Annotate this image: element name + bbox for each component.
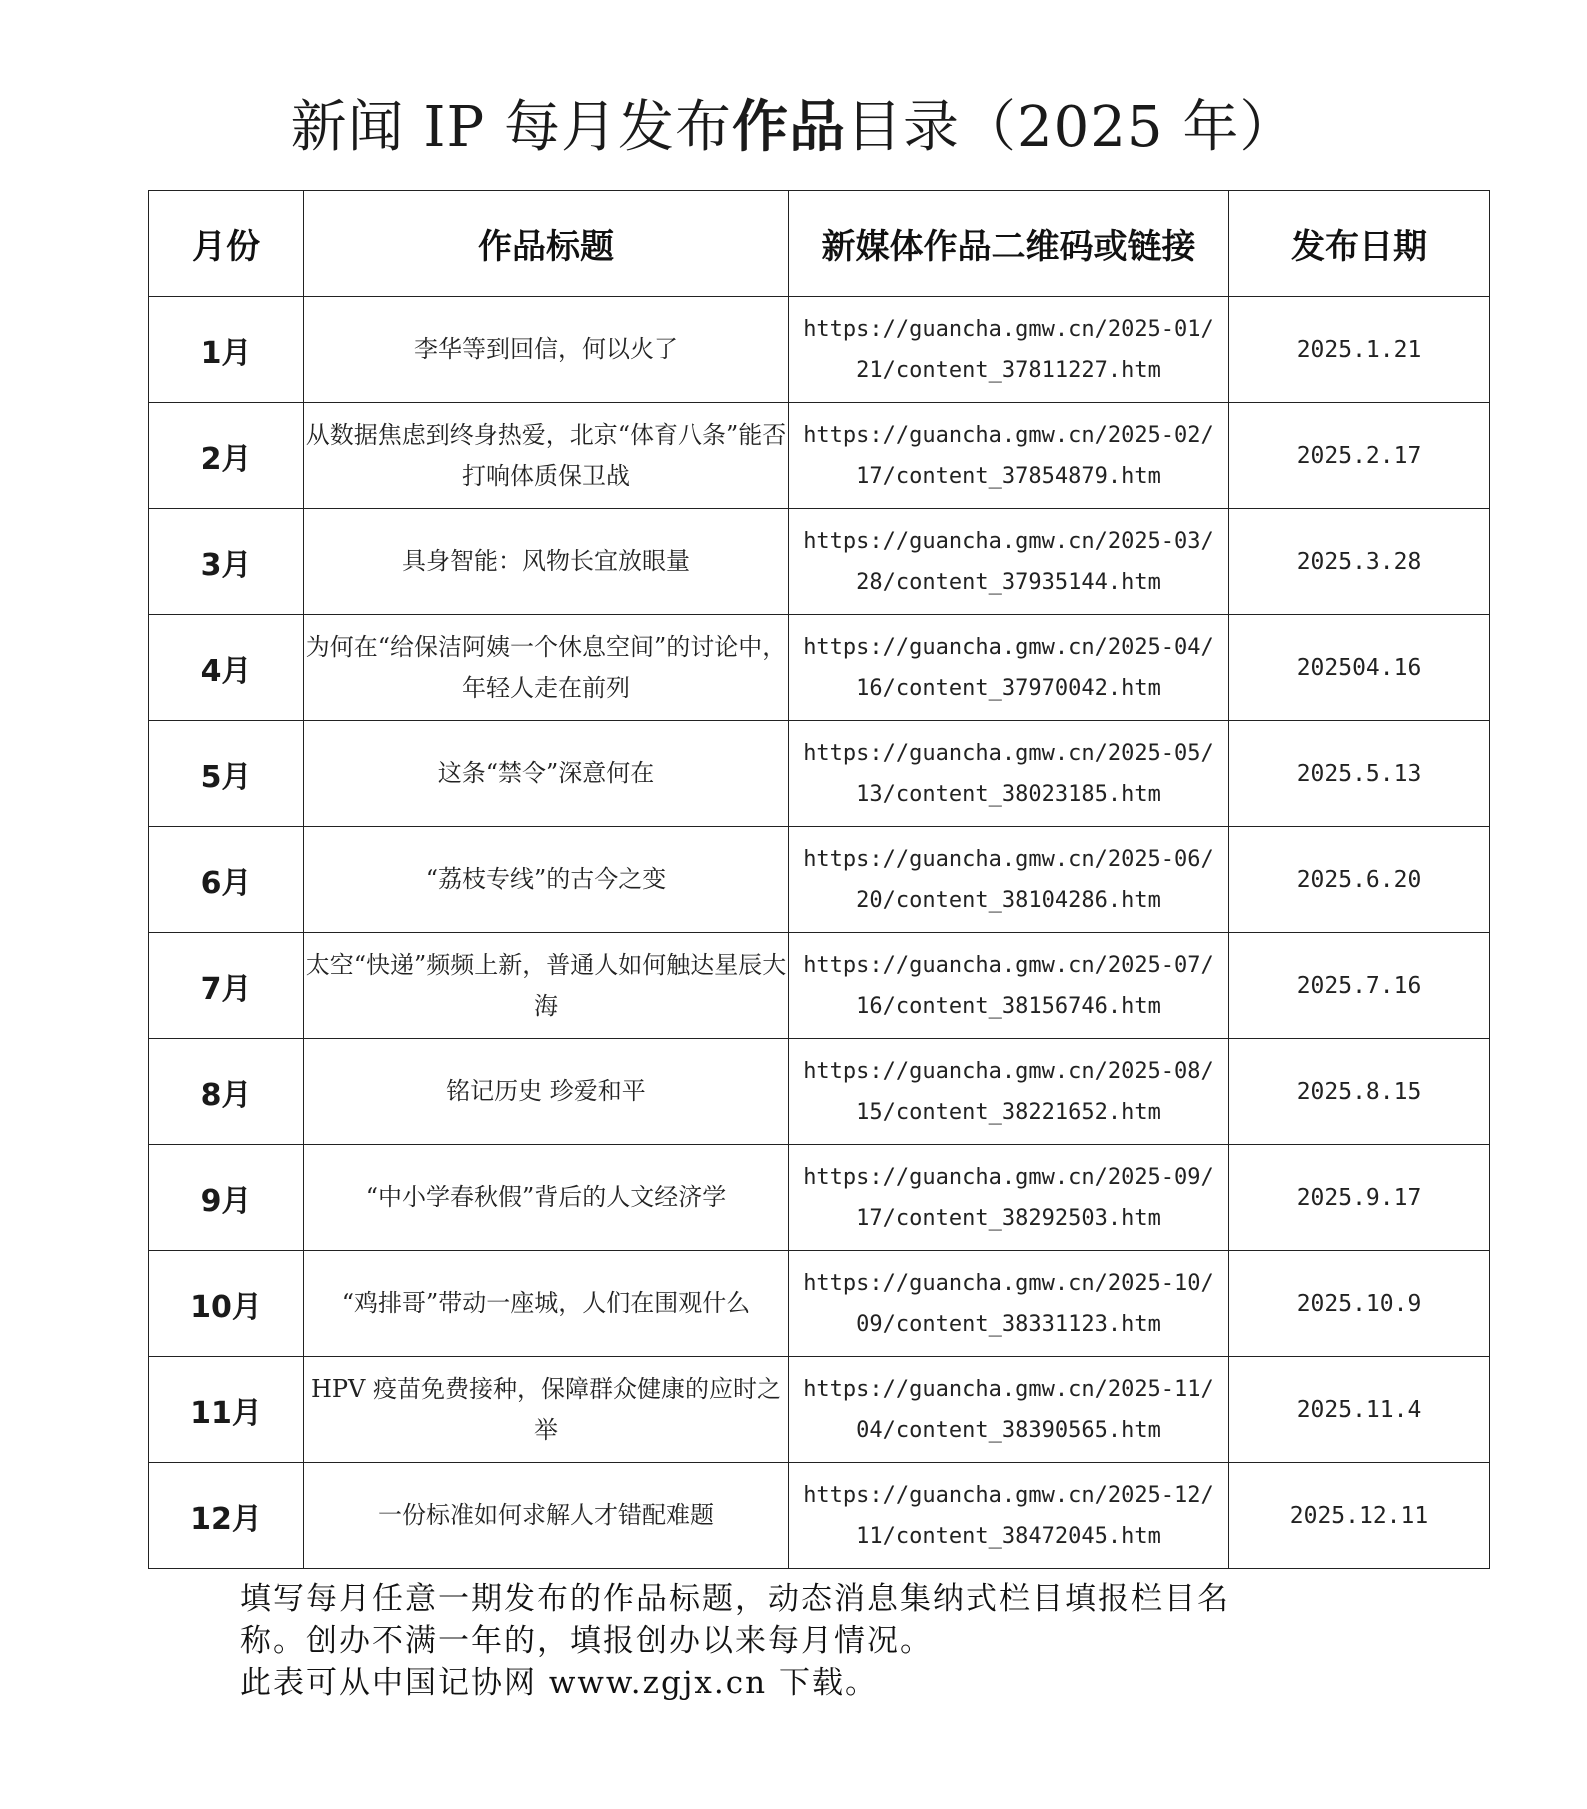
publish-date-cell: 2025.8.15 xyxy=(1229,1039,1490,1145)
header-title: 作品标题 xyxy=(304,191,789,297)
link-line-2[interactable]: 09/content_38331123.htm xyxy=(856,1311,1161,1337)
work-title-cell: 具身智能：风物长宜放眼量 xyxy=(304,509,789,615)
work-link-cell[interactable] xyxy=(789,1039,1229,1145)
footnotes xyxy=(240,1578,1390,1704)
month-cell: 5月 xyxy=(149,721,304,827)
publish-date-cell: 202504.16 xyxy=(1229,615,1490,721)
month-cell: 9月 xyxy=(149,1145,304,1251)
table-row xyxy=(149,403,1490,509)
link-line-2[interactable]: 20/content_38104286.htm xyxy=(856,887,1161,913)
note-line-2: 称。创办不满一年的，填报创办以来每月情况。 xyxy=(240,1623,933,1659)
link-line-2[interactable]: 16/content_37970042.htm xyxy=(856,675,1161,701)
works-catalog-table xyxy=(148,190,1490,1569)
link-line-2[interactable]: 04/content_38390565.htm xyxy=(856,1417,1161,1443)
month-cell: 7月 xyxy=(149,933,304,1039)
link-line-1[interactable]: https://guancha.gmw.cn/2025-09/ xyxy=(803,1164,1214,1190)
month-cell: 4月 xyxy=(149,615,304,721)
publish-date-cell: 2025.1.21 xyxy=(1229,297,1490,403)
title-bold-part: 作品 xyxy=(732,95,847,160)
table-row xyxy=(149,509,1490,615)
table-row xyxy=(149,1357,1490,1463)
month-cell: 10月 xyxy=(149,1251,304,1357)
work-title-cell: 一份标准如何求解人才错配难题 xyxy=(304,1463,789,1569)
note-line-1: 填写每月任意一期发布的作品标题，动态消息集纳式栏目填报栏目名 xyxy=(240,1581,1230,1617)
link-line-1[interactable]: https://guancha.gmw.cn/2025-08/ xyxy=(803,1058,1214,1084)
work-link-cell[interactable] xyxy=(789,509,1229,615)
work-link-cell[interactable] xyxy=(789,1357,1229,1463)
work-title-cell: 为何在“给保洁阿姨一个休息空间”的讨论中，年轻人走在前列 xyxy=(304,615,789,721)
link-line-1[interactable]: https://guancha.gmw.cn/2025-06/ xyxy=(803,846,1214,872)
work-title-cell: 李华等到回信，何以火了 xyxy=(304,297,789,403)
header-month: 月份 xyxy=(149,191,304,297)
note-line-3: 此表可从中国记协网 www.zgjx.cn 下载。 xyxy=(240,1665,878,1701)
link-line-2[interactable]: 28/content_37935144.htm xyxy=(856,569,1161,595)
link-line-2[interactable]: 17/content_38292503.htm xyxy=(856,1205,1161,1231)
work-link-cell[interactable] xyxy=(789,1463,1229,1569)
table-header-row xyxy=(149,191,1490,297)
link-line-1[interactable]: https://guancha.gmw.cn/2025-07/ xyxy=(803,952,1214,978)
link-line-1[interactable]: https://guancha.gmw.cn/2025-10/ xyxy=(803,1270,1214,1296)
link-line-1[interactable]: https://guancha.gmw.cn/2025-12/ xyxy=(803,1482,1214,1508)
month-cell: 6月 xyxy=(149,827,304,933)
table-row xyxy=(149,1145,1490,1251)
work-title-cell: “中小学春秋假”背后的人文经济学 xyxy=(304,1145,789,1251)
link-line-1[interactable]: https://guancha.gmw.cn/2025-03/ xyxy=(803,528,1214,554)
link-line-1[interactable]: https://guancha.gmw.cn/2025-04/ xyxy=(803,634,1214,660)
work-link-cell[interactable] xyxy=(789,615,1229,721)
publish-date-cell: 2025.12.11 xyxy=(1229,1463,1490,1569)
title-part-2: 目录（2025 年） xyxy=(846,95,1297,160)
link-line-1[interactable]: https://guancha.gmw.cn/2025-05/ xyxy=(803,740,1214,766)
month-cell: 1月 xyxy=(149,297,304,403)
work-title-cell: “荔枝专线”的古今之变 xyxy=(304,827,789,933)
link-line-1[interactable]: https://guancha.gmw.cn/2025-02/ xyxy=(803,422,1214,448)
publish-date-cell: 2025.9.17 xyxy=(1229,1145,1490,1251)
table-row xyxy=(149,1039,1490,1145)
publish-date-cell: 2025.5.13 xyxy=(1229,721,1490,827)
publish-date-cell: 2025.7.16 xyxy=(1229,933,1490,1039)
work-link-cell[interactable] xyxy=(789,933,1229,1039)
header-link: 新媒体作品二维码或链接 xyxy=(789,191,1229,297)
work-link-cell[interactable] xyxy=(789,1145,1229,1251)
table-row xyxy=(149,827,1490,933)
month-cell: 12月 xyxy=(149,1463,304,1569)
work-title-cell: 铭记历史 珍爱和平 xyxy=(304,1039,789,1145)
title-part-1: 新闻 IP 每月发布 xyxy=(290,95,733,160)
link-line-1[interactable]: https://guancha.gmw.cn/2025-01/ xyxy=(803,316,1214,342)
table-row xyxy=(149,615,1490,721)
link-line-2[interactable]: 15/content_38221652.htm xyxy=(856,1099,1161,1125)
work-link-cell[interactable] xyxy=(789,721,1229,827)
table-row xyxy=(149,1463,1490,1569)
work-title-cell: “鸡排哥”带动一座城，人们在围观什么 xyxy=(304,1251,789,1357)
work-link-cell[interactable] xyxy=(789,403,1229,509)
link-line-2[interactable]: 21/content_37811227.htm xyxy=(856,357,1161,383)
work-link-cell[interactable] xyxy=(789,827,1229,933)
table-row xyxy=(149,721,1490,827)
month-cell: 8月 xyxy=(149,1039,304,1145)
work-title-cell: HPV 疫苗免费接种，保障群众健康的应时之举 xyxy=(304,1357,789,1463)
publish-date-cell: 2025.3.28 xyxy=(1229,509,1490,615)
work-link-cell[interactable] xyxy=(789,1251,1229,1357)
work-title-cell: 这条“禁令”深意何在 xyxy=(304,721,789,827)
table-row xyxy=(149,933,1490,1039)
work-title-cell: 从数据焦虑到终身热爱，北京“体育八条”能否打响体质保卫战 xyxy=(304,403,789,509)
publish-date-cell: 2025.6.20 xyxy=(1229,827,1490,933)
table-row xyxy=(149,297,1490,403)
month-cell: 11月 xyxy=(149,1357,304,1463)
page-title xyxy=(0,88,1587,168)
header-date: 发布日期 xyxy=(1229,191,1490,297)
link-line-2[interactable]: 13/content_38023185.htm xyxy=(856,781,1161,807)
publish-date-cell: 2025.2.17 xyxy=(1229,403,1490,509)
link-line-1[interactable]: https://guancha.gmw.cn/2025-11/ xyxy=(803,1376,1214,1402)
link-line-2[interactable]: 17/content_37854879.htm xyxy=(856,463,1161,489)
work-title-cell: 太空“快递”频频上新，普通人如何触达星辰大海 xyxy=(304,933,789,1039)
publish-date-cell: 2025.10.9 xyxy=(1229,1251,1490,1357)
table-row xyxy=(149,1251,1490,1357)
link-line-2[interactable]: 11/content_38472045.htm xyxy=(856,1523,1161,1549)
link-line-2[interactable]: 16/content_38156746.htm xyxy=(856,993,1161,1019)
work-link-cell[interactable] xyxy=(789,297,1229,403)
month-cell: 3月 xyxy=(149,509,304,615)
publish-date-cell: 2025.11.4 xyxy=(1229,1357,1490,1463)
month-cell: 2月 xyxy=(149,403,304,509)
